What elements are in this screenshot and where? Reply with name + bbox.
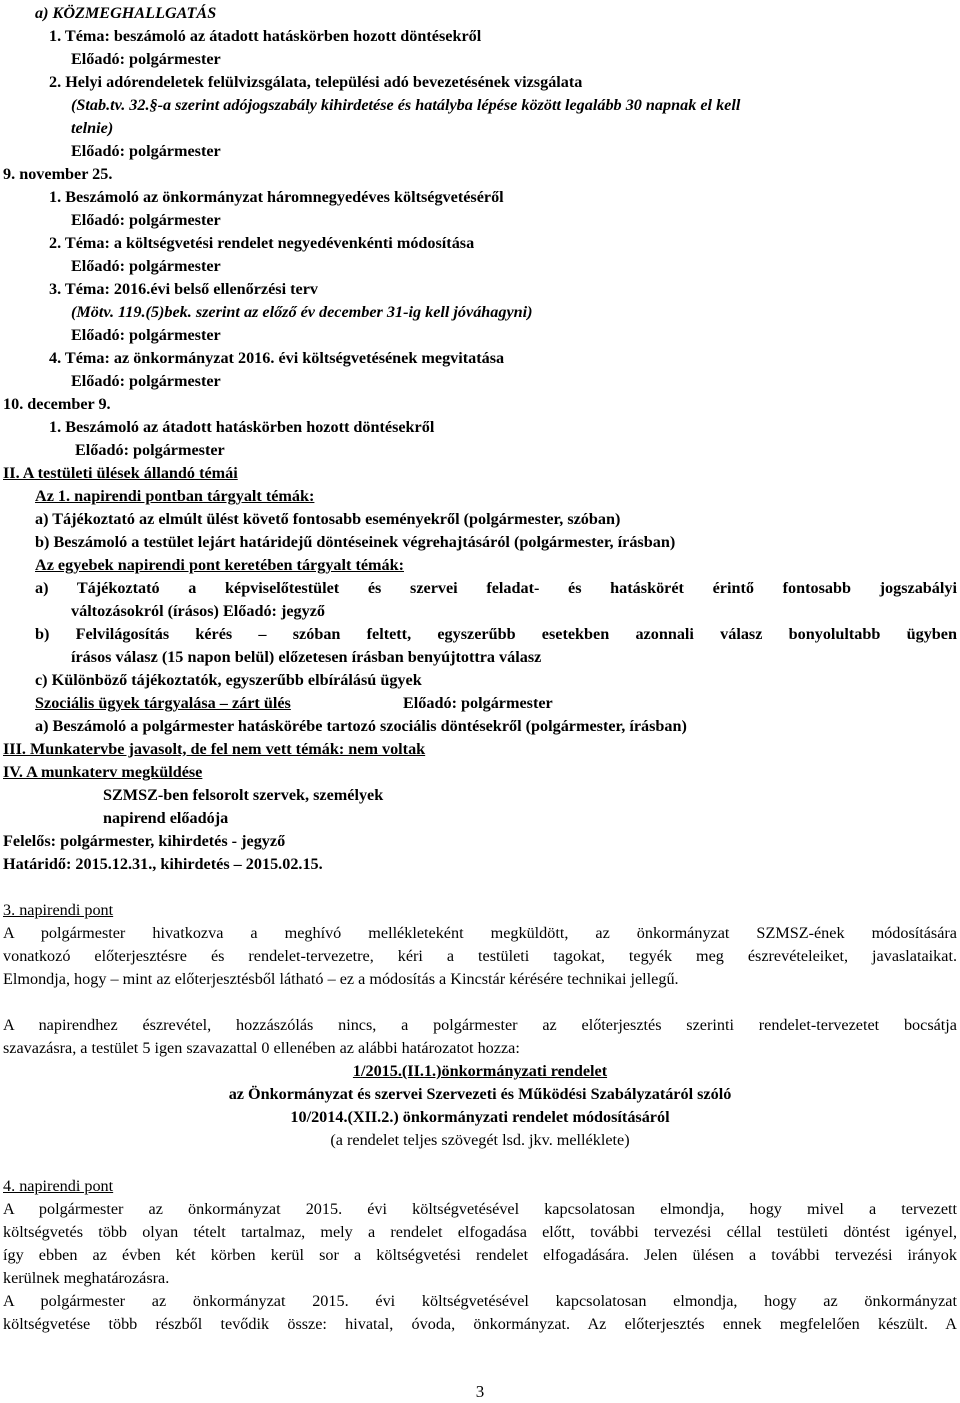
- text-line: SZMSZ-ben felsorolt szervek, személyek: [103, 786, 384, 804]
- text-line: írásos válasz (15 napon belül) előzetesen írásban benyújtottra válasz: [71, 648, 542, 666]
- text-line: 2. Téma: a költségvetési rendelet negyedévenkénti módosítása: [49, 234, 475, 252]
- text-line: Az 1. napirendi pontban tárgyalt témák:: [35, 487, 315, 505]
- text-line: Szociális ügyek tárgyalása – zárt ülés: [35, 694, 291, 712]
- text-line: (Stab.tv. 32.§-a szerint adójogszabály kihirdetése és hatályba lépése között legalább 30 napnak el kell: [71, 96, 741, 114]
- text-line: Előadó: polgármester: [71, 257, 221, 275]
- text-line: A napirendhez észrevétel, hozzászólás nincs, a polgármester az előterjesztés szerinti rendelet-tervezetet bocsátja: [3, 1016, 957, 1034]
- text-line: b) Beszámoló a testület lejárt határidejű döntéseinek végrehajtásáról (polgármester, írásban): [35, 533, 676, 551]
- text-line: telnie): [71, 119, 114, 137]
- text-line: Előadó: polgármester: [71, 372, 221, 390]
- text-line: Az egyebek napirendi pont keretében tárgyalt témák:: [35, 556, 404, 574]
- text-line: A polgármester az önkormányzat 2015. évi költségvetésével kapcsolatosan elmondja, hogy az önkormányzat: [3, 1292, 957, 1310]
- text-line: (Mötv. 119.(5)bek. szerint az előző év december 31-ig kell jóváhagyni): [71, 303, 533, 321]
- text-line: a) Tájékoztató az elmúlt ülést követő fontosabb eseményekről (polgármester, szóban): [35, 510, 621, 528]
- text-line: az Önkormányzat és szervei Szervezeti és Működési Szabályzatáról szóló: [228, 1085, 732, 1103]
- text-line: a) KÖZMEGHALLGATÁS: [35, 4, 217, 22]
- text-line: 9. november 25.: [3, 165, 113, 183]
- text-line: (a rendelet teljes szövegét lsd. jkv. melléklete): [330, 1131, 630, 1149]
- text-line: Határidő: 2015.12.31., kihirdetés – 2015.02.15.: [3, 855, 323, 873]
- text-line: 10. december 9.: [3, 395, 111, 413]
- text-line: A polgármester hivatkozva a meghívó mellékleteként megküldött, az önkormányzat SZMSZ-ének módosítására: [3, 924, 957, 942]
- text-line: 2. Helyi adórendeletek felülvizsgálata, települési adó bevezetésének vizsgálata: [49, 73, 583, 91]
- text-line: napirend előadója: [103, 809, 229, 827]
- text-line: változásokról (írásos) Előadó: jegyző: [71, 602, 326, 620]
- text-line: b) Felvilágosítás kérés – szóban feltett, egyszerűbb esetekben azonnali válasz bonyolultabb ügyben: [35, 625, 957, 643]
- text-line: 3. napirendi pont: [3, 901, 114, 919]
- text-line: 1. Téma: beszámoló az átadott hatáskörben hozott döntésekről: [49, 27, 482, 45]
- text-line: Előadó: polgármester: [71, 50, 221, 68]
- text-line: IV. A munkaterv megküldése: [3, 763, 203, 781]
- text-line: a) Beszámoló a polgármester hatáskörébe tartozó szociális döntésekről (polgármester, írásban): [35, 717, 687, 735]
- text-line: a) Tájékoztató a képviselőtestület és szervei feladat- és hatáskörét érintő fontosabb jogszabályi: [35, 579, 957, 597]
- text-line: c) Különböző tájékoztatók, egyszerűbb elbírálású ügyek: [35, 671, 422, 689]
- text-line: költségvetés több olyan tételt tartalmaz, mely a rendelet elfogadása előtt, további tervezési céllal testületi döntést igényel,: [3, 1223, 957, 1241]
- text-line: 1. Beszámoló az átadott hatáskörben hozott döntésekről: [49, 418, 435, 436]
- text-line: így ebben az évben két körben kerül sor a költségvetési rendelet elfogadására. Jelen ülésen a további tervezési irányok: [3, 1246, 957, 1264]
- text-line: III. Munkatervbe javasolt, de fel nem vett témák: nem voltak: [3, 740, 426, 758]
- text-line: A polgármester az önkormányzat 2015. évi költségvetésével kapcsolatosan elmondja, hogy mivel a tervezett: [3, 1200, 957, 1218]
- text-line: szavazásra, a testület 5 igen szavazattal 0 ellenében az alábbi határozatot hozza:: [3, 1039, 520, 1057]
- text-line: 4. napirendi pont: [3, 1177, 114, 1195]
- text-line: Előadó: polgármester: [71, 326, 221, 344]
- page-number: 3: [475, 1382, 485, 1401]
- text-line: 4. Téma: az önkormányzat 2016. évi költségvetésének megvitatása: [49, 349, 505, 367]
- text-line: Előadó: polgármester: [71, 211, 221, 229]
- text-line: Előadó: polgármester: [71, 142, 221, 160]
- text-line: II. A testületi ülések állandó témái: [3, 464, 238, 482]
- text-line: Előadó: polgármester: [403, 694, 553, 712]
- text-line: 10/2014.(XII.2.) önkormányzati rendelet módosításáról: [290, 1108, 670, 1126]
- text-line: 1. Beszámoló az önkormányzat háromnegyedéves költségvetéséről: [49, 188, 504, 206]
- text-line: Előadó: polgármester: [75, 441, 225, 459]
- text-line: 1/2015.(II.1.)önkormányzati rendelet: [352, 1062, 608, 1080]
- text-line: vonatkozó előterjesztésre és rendelet-tervezetre, kéri a testületi tagokat, tegyék meg észrevételeiket, javaslataikat.: [3, 947, 957, 965]
- text-line: Elmondja, hogy – mint az előterjesztésből látható – ez a módosítás a Kincstár kérésére technikai jellegű.: [3, 970, 679, 988]
- text-line: 3. Téma: 2016.évi belső ellenőrzési terv: [49, 280, 318, 298]
- text-line: Felelős: polgármester, kihirdetés - jegyző: [3, 832, 286, 850]
- text-line: költségvetése több részből tevődik össze: hivatal, óvoda, önkormányzat. Az előterjesztés ennek megfelelően készült. A: [3, 1315, 957, 1333]
- text-line: kerülnek meghatározásra.: [3, 1269, 170, 1287]
